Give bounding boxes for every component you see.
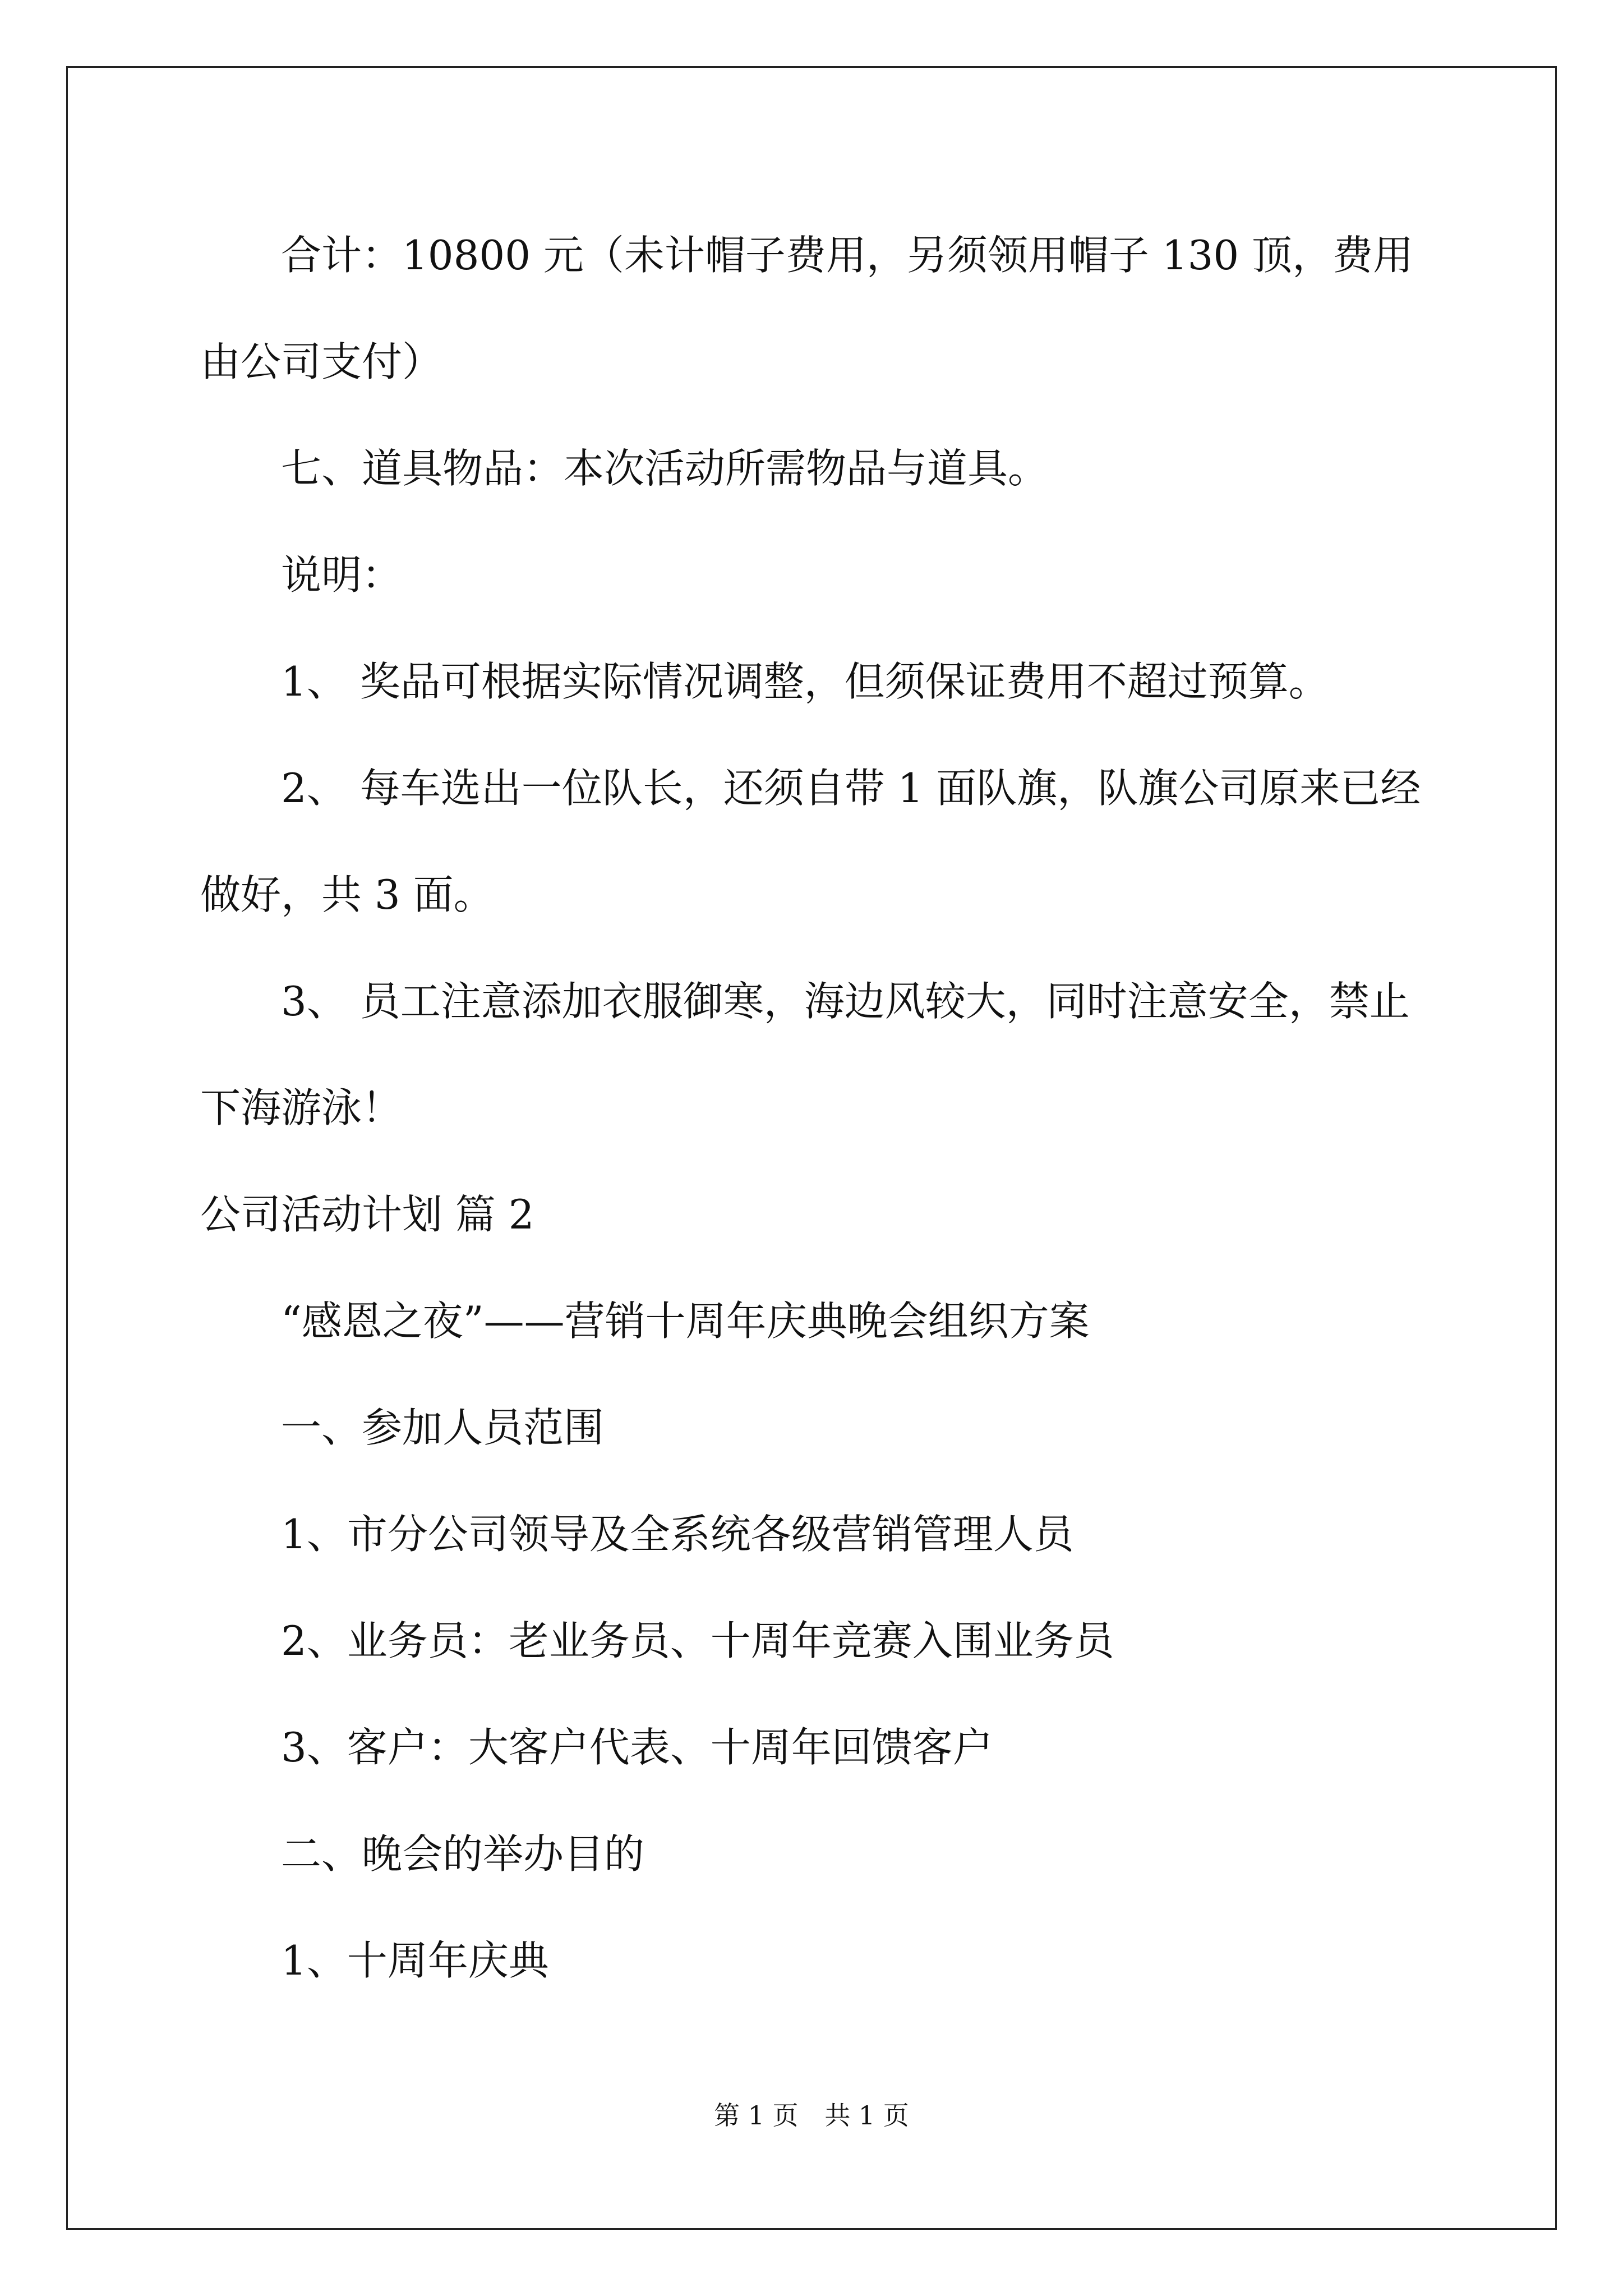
paragraph-participants-heading: 一、参加人员范围 bbox=[281, 1404, 605, 1451]
section-title-plan-2: 公司活动计划 篇 2 bbox=[200, 1191, 534, 1238]
paragraph-participants-2: 2、业务员：老业务员、十周年竞赛入围业务员 bbox=[281, 1617, 1114, 1664]
page-total: 共 1 页 bbox=[824, 2100, 909, 2131]
paragraph-note-1: 1、 奖品可根据实际情况调整，但须保证费用不超过预算。 bbox=[281, 658, 1329, 705]
page-number: 第 1 页 bbox=[714, 2100, 799, 2131]
paragraph-note-2: 2、 每车选出一位队长，还须自带 1 面队旗，队旗公司原来已经做好，共 3 面。 bbox=[200, 765, 1421, 918]
paragraph-note-3: 3、 员工注意添加衣服御寒，海边风较大，同时注意安全，禁止下海游泳！ bbox=[200, 978, 1410, 1131]
paragraph-event-title: “感恩之夜”——营销十周年庆典晚会组织方案 bbox=[281, 1297, 1090, 1345]
paragraph-participants-3: 3、客户：大客户代表、十周年回馈客户 bbox=[281, 1724, 993, 1771]
paragraph-purpose-heading: 二、晚会的举办目的 bbox=[281, 1830, 645, 1878]
paragraph-props-items: 七、道具物品：本次活动所需物品与道具。 bbox=[281, 445, 1049, 492]
document-body bbox=[200, 202, 1434, 2014]
paragraph-purpose-1: 1、十周年庆典 bbox=[281, 1937, 549, 1984]
paragraph-total-cost: 合计：10800 元（未计帽子费用，另须领用帽子 130 顶，费用由公司支付） bbox=[200, 232, 1414, 385]
paragraph-notes-heading: 说明： bbox=[281, 551, 403, 599]
page-footer bbox=[0, 2095, 1623, 2132]
paragraph-participants-1: 1、市分公司领导及全系统各级营销管理人员 bbox=[281, 1511, 1074, 1558]
